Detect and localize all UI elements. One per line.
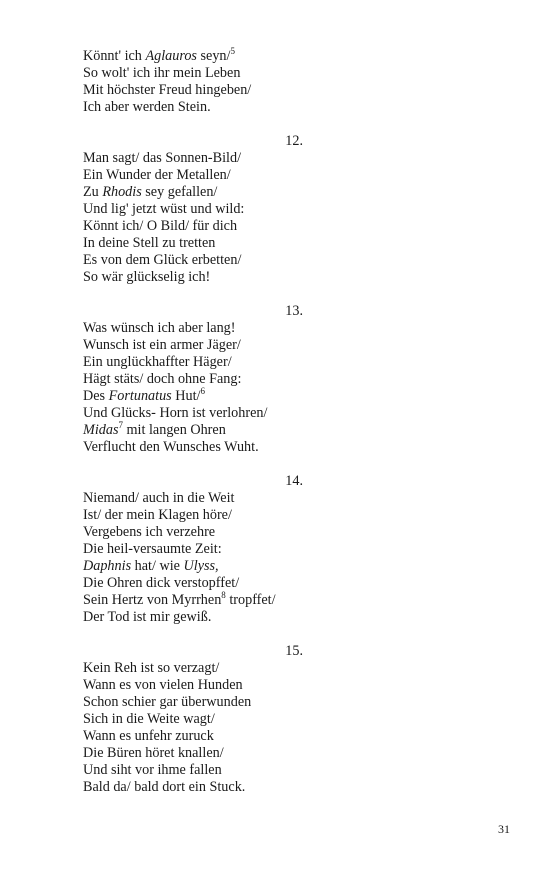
verse-text: Könnt' ich — [83, 48, 146, 64]
footnote-marker: 7 — [118, 420, 123, 430]
verse-text: Ist/ der mein Klagen höre/ — [83, 507, 232, 523]
verse-text: Sich in die Weite wagt/ — [83, 711, 215, 727]
verse-line — [83, 184, 305, 201]
verse-text: mit langen Ohren — [122, 422, 226, 438]
stanza-number: 14. — [285, 473, 303, 489]
verse-text: Die Ohren dick verstopffet/ — [83, 575, 240, 591]
footnote-marker: 5 — [230, 46, 235, 56]
verse-line — [83, 252, 305, 269]
verse-line — [83, 762, 305, 779]
verse-line — [83, 235, 305, 252]
stanza — [83, 303, 305, 456]
verse-line — [83, 388, 305, 405]
verse-text: Sein Hertz von Myrrhen — [83, 592, 222, 608]
verse-line — [83, 405, 305, 422]
verse-text: Es von dem Glück erbetten/ — [83, 252, 242, 268]
verse-line — [83, 65, 305, 82]
verse-line — [83, 439, 305, 456]
italic-name: Fortunatus — [108, 388, 172, 404]
verse-text: Und Glücks- Horn ist verlohren/ — [83, 405, 268, 421]
verse-text: Niemand/ auch in die Weit — [83, 490, 235, 506]
verse-line — [83, 558, 305, 575]
italic-name: Ulyss, — [183, 558, 219, 574]
poem-text — [83, 48, 305, 796]
verse-line — [83, 150, 305, 167]
verse-line — [83, 269, 305, 286]
verse-line — [83, 592, 305, 609]
verse-text: In deine Stell zu tretten — [83, 235, 216, 251]
verse-text: Ich aber werden Stein. — [83, 99, 211, 115]
verse-text: Schon schier gar überwunden — [83, 694, 252, 710]
verse-line — [83, 48, 305, 65]
verse-text: Die Büren höret knallen/ — [83, 745, 224, 761]
verse-line — [83, 677, 305, 694]
footnote-marker: 6 — [200, 386, 205, 396]
verse-text: Zu — [83, 184, 103, 200]
verse-line — [83, 167, 305, 184]
verse-text: Verflucht den Wunsches Wuht. — [83, 439, 259, 455]
verse-text: Ein unglückhaffter Häger/ — [83, 354, 232, 370]
verse-line — [83, 779, 305, 796]
verse-line — [83, 422, 305, 439]
verse-line — [83, 490, 305, 507]
italic-name: Daphnis — [83, 558, 132, 574]
verse-text: hat/ wie — [131, 558, 184, 574]
verse-text: seyn/ — [196, 48, 231, 64]
verse-text: Vergebens ich verzehre — [83, 524, 216, 540]
verse-text: Und siht vor ihme fallen — [83, 762, 222, 778]
verse-text: Hut/ — [171, 388, 201, 404]
italic-name: Rhodis — [102, 184, 142, 200]
verse-text: Man sagt/ das Sonnen-Bild/ — [83, 150, 242, 166]
verse-line — [83, 320, 305, 337]
verse-line — [83, 745, 305, 762]
verse-line — [83, 575, 305, 592]
verse-text: So wär glückselig ich! — [83, 269, 211, 285]
verse-line — [83, 524, 305, 541]
verse-line — [83, 694, 305, 711]
verse-line — [83, 218, 305, 235]
verse-text: Hägt stäts/ doch ohne Fang: — [83, 371, 242, 387]
verse-text: Die heil-versaumte Zeit: — [83, 541, 222, 557]
verse-line — [83, 711, 305, 728]
verse-text: So wolt' ich ihr mein Leben — [83, 65, 241, 81]
verse-text: Des — [83, 388, 109, 404]
verse-line — [83, 99, 305, 116]
verse-text: Was wünsch ich aber lang! — [83, 320, 236, 336]
verse-text: Ein Wunder der Metallen/ — [83, 167, 231, 183]
stanza-number: 12. — [285, 133, 303, 149]
verse-text: Kein Reh ist so verzagt/ — [83, 660, 220, 676]
verse-text: Könnt ich/ O Bild/ für dich — [83, 218, 238, 234]
stanza — [83, 133, 305, 286]
verse-text: Wann es von vielen Hunden — [83, 677, 243, 693]
italic-name: Aglauros — [145, 48, 197, 64]
verse-line — [83, 371, 305, 388]
verse-line — [83, 201, 305, 218]
verse-text: Wunsch ist ein armer Jäger/ — [83, 337, 241, 353]
verse-line — [83, 337, 305, 354]
verse-text: Und lig' jetzt wüst und wild: — [83, 201, 245, 217]
verse-line — [83, 541, 305, 558]
footnote-marker: 8 — [221, 590, 226, 600]
verse-line — [83, 82, 305, 99]
verse-line — [83, 354, 305, 371]
stanza — [83, 473, 305, 626]
verse-text: sey gefallen/ — [141, 184, 218, 200]
stanza-number: 15. — [285, 643, 303, 659]
stanza-number: 13. — [285, 303, 303, 319]
verse-text: Mit höchster Freud hingeben/ — [83, 82, 252, 98]
verse-line — [83, 609, 305, 626]
verse-line — [83, 728, 305, 745]
verse-text: Wann es unfehr zuruck — [83, 728, 214, 744]
verse-line — [83, 660, 305, 677]
stanza — [83, 48, 305, 116]
page-number: 31 — [498, 822, 510, 836]
verse-line — [83, 507, 305, 524]
verse-text: Bald da/ bald dort ein Stuck. — [83, 779, 246, 795]
stanza — [83, 643, 305, 796]
verse-text: Der Tod ist mir gewiß. — [83, 609, 212, 625]
verse-text: tropffet/ — [225, 592, 276, 608]
italic-name: Midas — [83, 422, 119, 438]
